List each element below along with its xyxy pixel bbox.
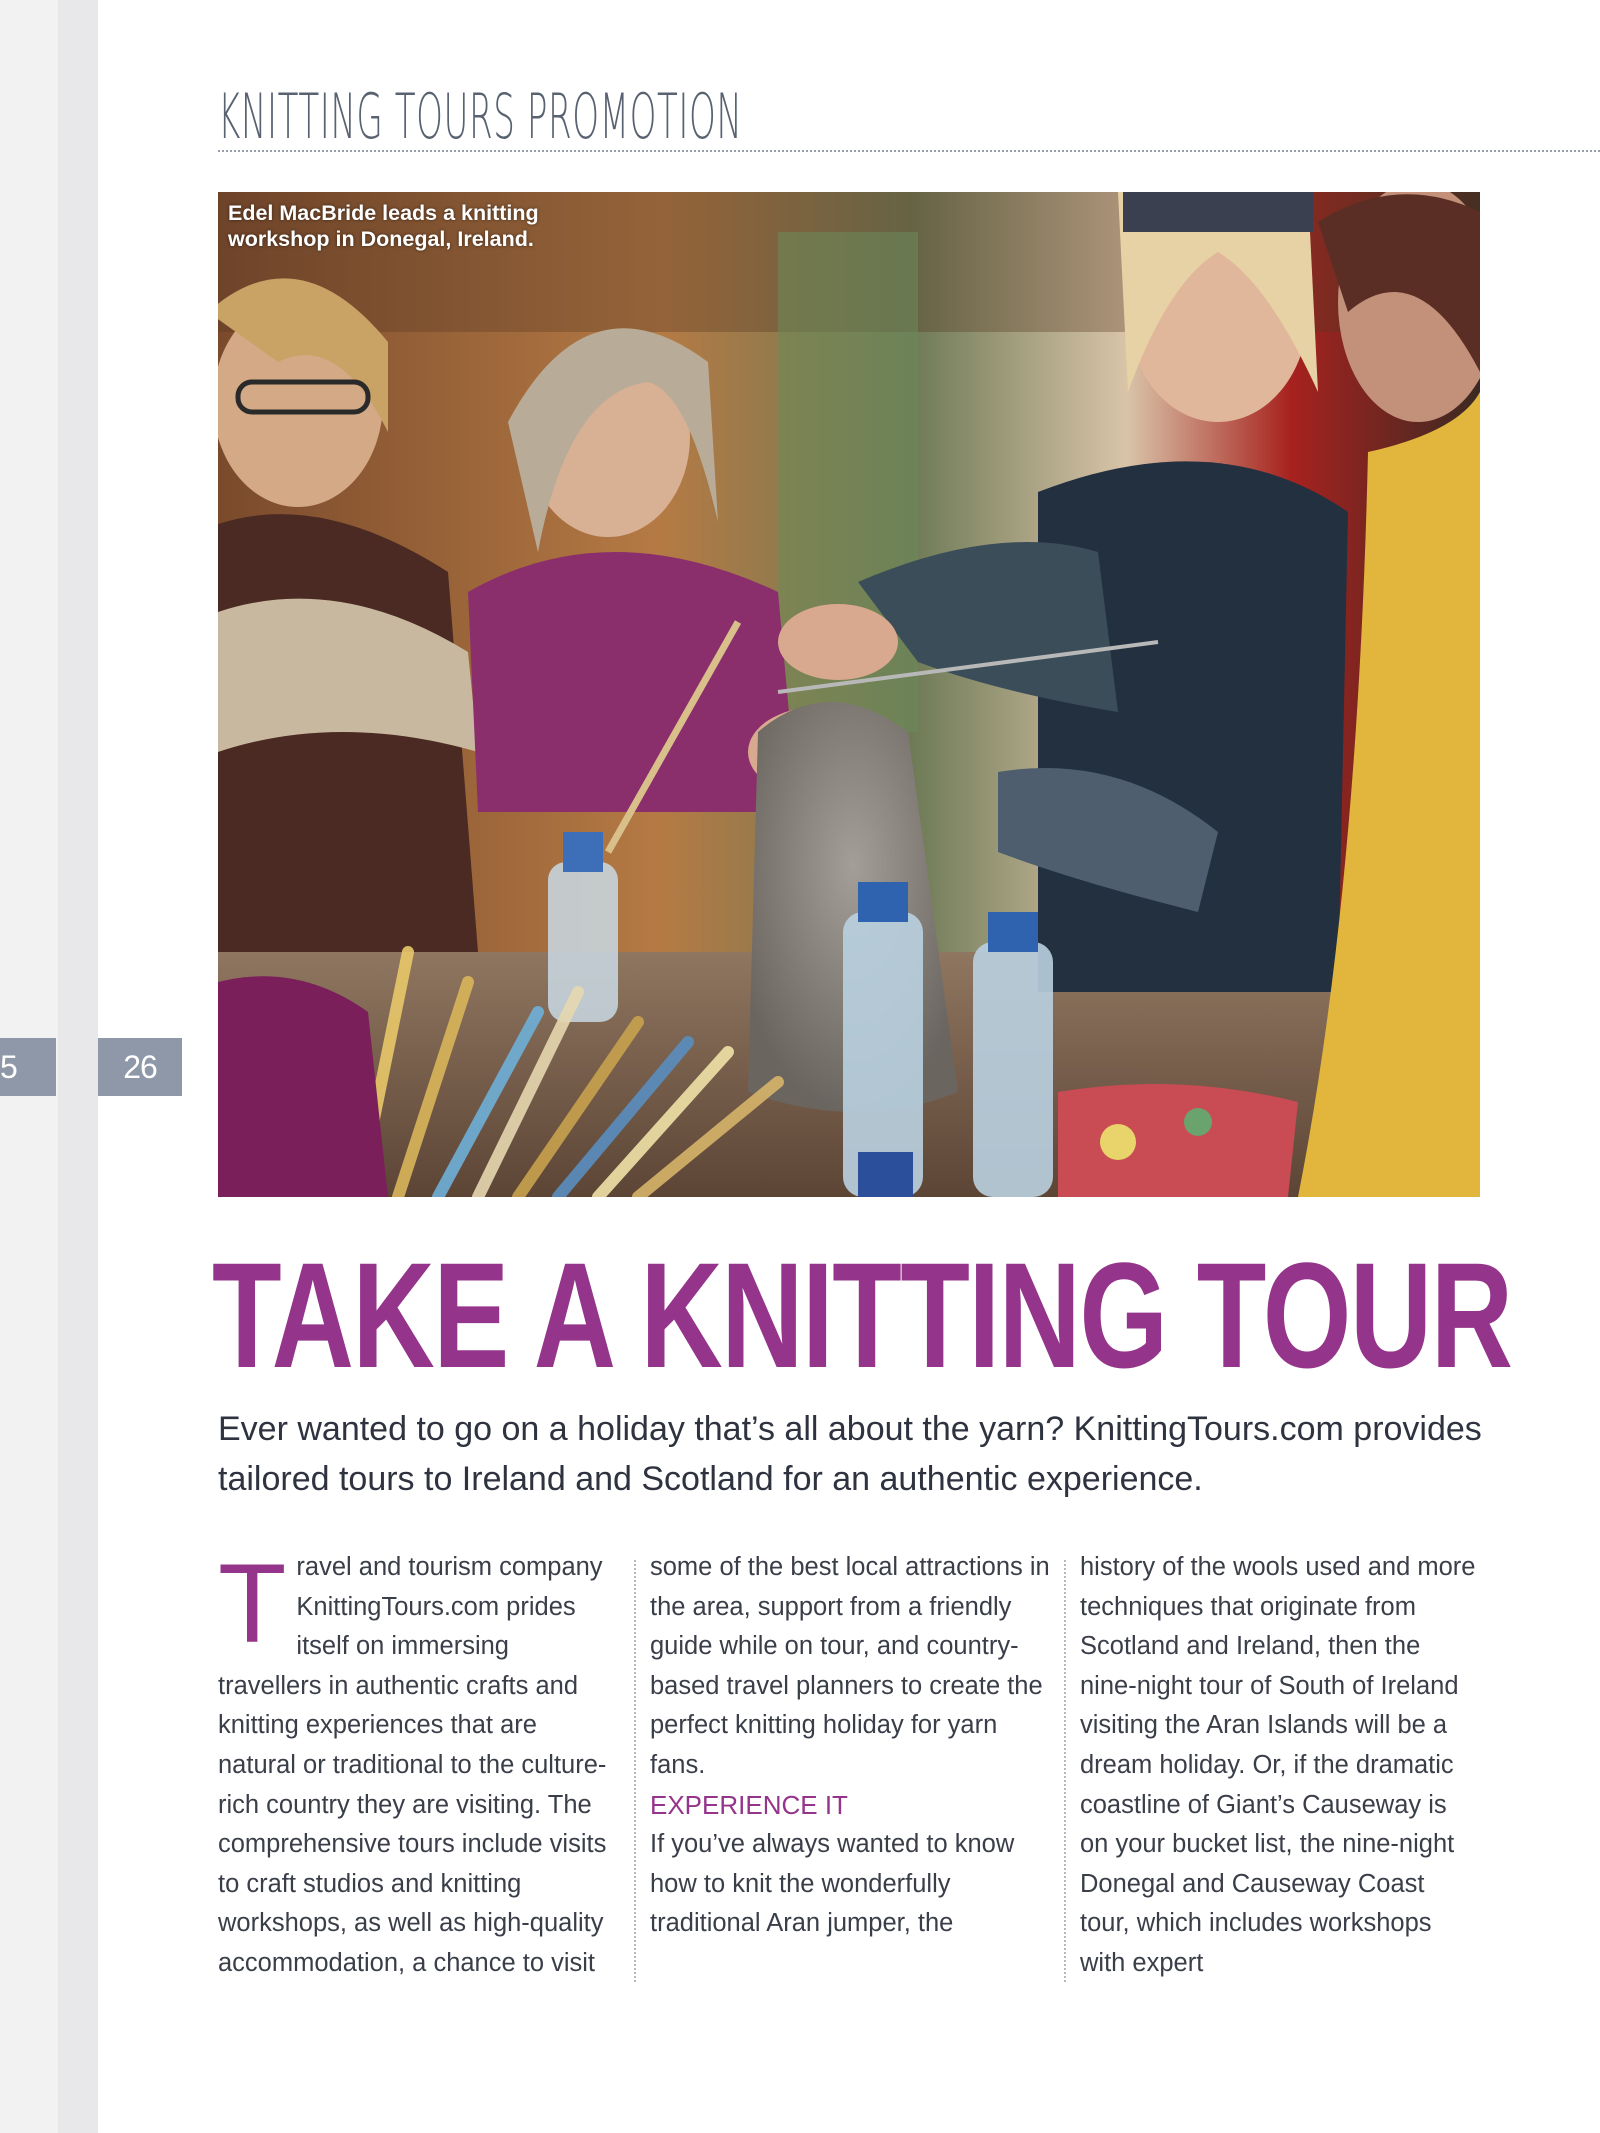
- section-header: KNITTING TOURS PROMOTION: [218, 80, 743, 153]
- article-column-2: [650, 1548, 1050, 1944]
- dropcap: T: [218, 1541, 287, 1666]
- article-photo: [218, 192, 1480, 1197]
- column-2-text: some of the best local attractions in the area, support from a friendly guide while on tour, and country-based travel planners to create the perfect knitting holiday for yarn fans.: [650, 1553, 1050, 1779]
- article-subhead: EXPERIENCE IT: [650, 1789, 848, 1820]
- page-number-left[interactable]: 5: [0, 1038, 56, 1096]
- article-column-3: [1080, 1548, 1480, 1984]
- column-divider: [634, 1560, 636, 1982]
- column-2-text-continued: If you’ve always wanted to know how to knit the wonderfully traditional Aran jumper, the: [650, 1830, 1015, 1938]
- article-column-1: [218, 1541, 618, 1984]
- photo-caption: Edel MacBride leads a knitting workshop in Donegal, Ireland.: [228, 201, 539, 251]
- column-3-text: history of the wools used and more techniques that originate from Scotland and Ireland, then the nine-night tour of South of Ireland visiting the Aran Islands will be a dream holiday. Or, if the dramatic coastline of Giant’s Causeway is on your bucket list, the nine-night Donegal and Causeway Coast tour, which includes workshops with expert: [1080, 1553, 1476, 1977]
- column-1-text: ravel and tourism company KnittingTours.com prides itself on immersing travellers in authentic crafts and knitting experiences that are natural or traditional to the culture-rich country they are visiting. The comprehensive tours include visits to craft studios and knitting workshops, as well as high-quality accommodation, a chance to visit: [218, 1553, 607, 1977]
- column-divider: [1064, 1560, 1066, 1982]
- article-standfirst: Ever wanted to go on a holiday that’s all about the yarn? KnittingTours.com provides tailored tours to Ireland and Scotland for an authentic experience.: [218, 1410, 1482, 1498]
- header-divider: [218, 150, 1600, 152]
- page-binding-strip: [58, 0, 98, 2133]
- article-headline: TAKE A KNITTING TOUR: [212, 1231, 1512, 1399]
- page-number-right[interactable]: 26: [98, 1038, 182, 1096]
